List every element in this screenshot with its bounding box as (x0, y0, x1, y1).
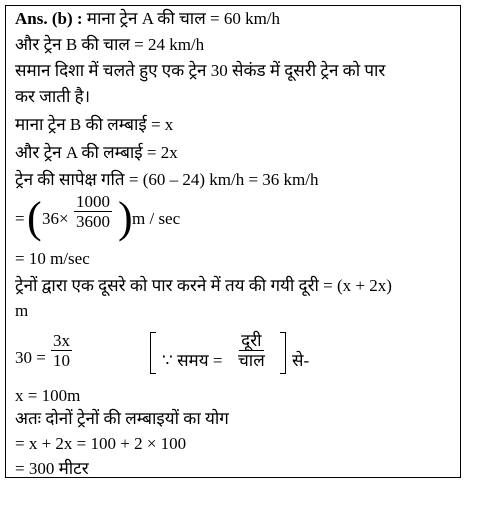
open-paren: ( (27, 193, 42, 242)
distance-line: ट्रेनों द्वारा एक दूसरे को पार करने में तय की गयी दूरी = (x + 2x) (15, 276, 392, 295)
train-b-length: माना ट्रेन B की लम्बाई = x (15, 115, 174, 134)
final-answer: = 300 मीटर (15, 459, 89, 478)
answer-box (5, 5, 461, 478)
equals-sign: = (15, 209, 25, 228)
time-fraction (236, 331, 267, 370)
answer-line-1 (15, 9, 280, 29)
time-denominator: चाल (238, 351, 265, 370)
equation-lhs: 30 = (15, 348, 46, 367)
answer-label: Ans. (b) : (15, 9, 83, 28)
because-time: ∵ समय = (162, 351, 223, 370)
speed-unit: m / sec (132, 209, 181, 228)
train-b-speed: और ट्रेन B की चाल = 24 km/h (15, 35, 205, 54)
conversion-multiplier: 36× (42, 209, 69, 228)
problem-line-cont: कर जाती है। (15, 87, 91, 106)
train-a-length: और ट्रेन A की लम्बाई = 2x (15, 143, 178, 162)
left-bracket (150, 332, 156, 374)
equation-numerator: 3x (53, 331, 70, 350)
train-a-speed: माना ट्रेन A की चाल = 60 km/h (82, 9, 281, 28)
relative-speed: ट्रेन की सापेक्ष गति = (60 – 24) km/h = 36 km/h (15, 170, 319, 189)
close-paren: ) (118, 193, 133, 242)
equation-denominator: 10 (53, 351, 70, 370)
time-numerator: दूरी (241, 331, 262, 350)
problem-line: समान दिशा में चलते हुए एक ट्रेन 30 सेकंड में दूसरी ट्रेन को पार (15, 61, 386, 80)
speed-result: = 10 m/sec (15, 249, 90, 268)
fraction-denominator: 3600 (76, 212, 110, 231)
distance-unit: m (15, 301, 29, 320)
right-bracket (280, 332, 286, 374)
sum-heading: अतः दोनों ट्रेनों की लम्बाइयों का योग (15, 409, 229, 428)
fraction-numerator: 1000 (76, 192, 110, 211)
equation-fraction (51, 331, 72, 370)
se-text: से- (292, 351, 310, 370)
x-value: x = 100m (15, 386, 81, 405)
sum-calculation: = x + 2x = 100 + 2 × 100 (15, 434, 187, 453)
conversion-fraction (74, 192, 112, 231)
